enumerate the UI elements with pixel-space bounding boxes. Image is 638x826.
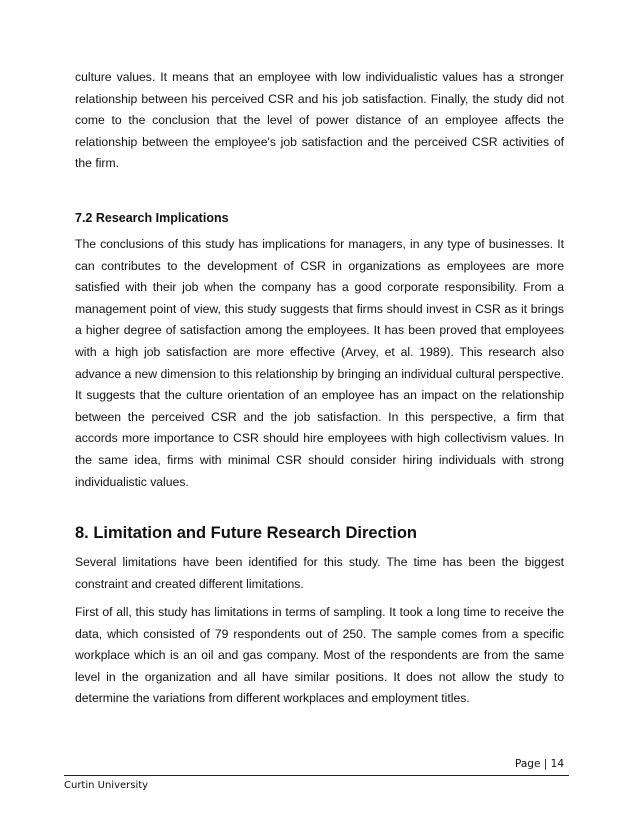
paragraph-sampling-limitations: First of all, this study has limitations in terms of sampling. It took a long time to receive the data, which consisted of 79 respondents out of 250. The sample comes from a specific workplace which is an oil and gas company. Most of the respondents are from the same level in the organization and all have similar positions. It does not allow the study to determine the variations from different workplaces and employment titles. (75, 605, 564, 706)
heading-research-implications: 7.2 Research Implications (75, 211, 229, 225)
page-number: Page | 14 (515, 758, 564, 770)
paragraph-limitations-intro: Several limitations have been identified for this study. The time has been the biggest constraint and created different limitations. (75, 555, 564, 591)
paragraph-research-implications: The conclusions of this study has implications for managers, in any type of businesses. It can contributes to the development of CSR in organizations as employees are more satisfied with their job when the company has a good corporate responsibility. From a management point of view, this study suggests that firms should invest in CSR as it brings a higher degree of satisfaction among the employees. It has been proved that employees with a high job satisfaction are more effective (Arvey, et al. 1989). This research also advance a new dimension to this relationship by bringing an individual cultural perspective. It suggests that the culture orientation of an employee has an impact on the relationship between the perceived CSR and the job satisfaction. In this perspective, a firm that accords more importance to CSR should hire employees with high collectivism values. In the same idea, firms with minimal CSR should consider hiring individuals with strong individualistic values. (75, 237, 564, 489)
heading-limitations: 8. Limitation and Future Research Direction (75, 524, 417, 542)
paragraph-culture-values: culture values. It means that an employee with low individualistic values has a stronger relationship between his perceived CSR and his job satisfaction. Finally, the study did not come to the conclusion that the level of power distance of an employee affects the relationship between the employee's job satisfaction and the perceived CSR activities of the firm. (75, 70, 564, 171)
footer-divider (64, 775, 569, 776)
footer-institution: Curtin University (64, 780, 149, 791)
